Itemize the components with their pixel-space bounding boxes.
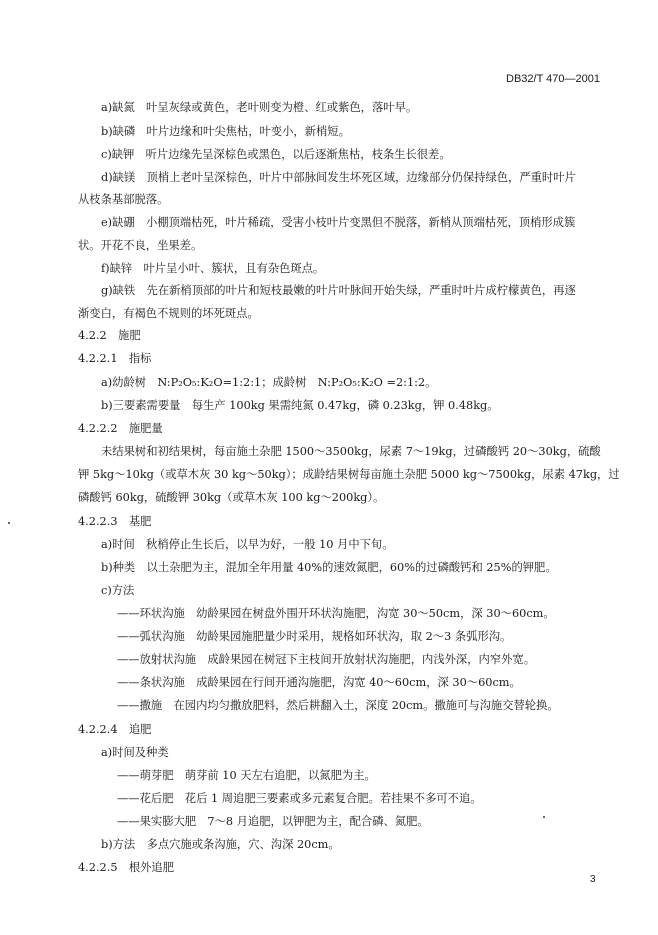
text-line: a)缺氮 叶呈灰绿或黄色，老叶则变为橙、红或紫色，落叶早。: [101, 101, 418, 114]
section-heading: 4.2.2 施肥: [78, 329, 141, 342]
text-line: a)时间 秋梢停止生长后，以早为好，一般 10 月中下旬。: [101, 538, 394, 551]
text-line: b)方法 多点穴施或条沟施，穴、沟深 20cm。: [101, 838, 340, 851]
list-item: ——花后肥 花后 1 周追肥三要素或多元素复合肥。若挂果不多可不追。: [117, 792, 482, 805]
text-line: a)时间及种类: [101, 746, 169, 759]
list-item: ——果实膨大肥 7～8 月追肥，以钾肥为主，配合磷、氮肥。: [117, 815, 429, 828]
section-heading: 4.2.2.1 指标: [78, 352, 152, 365]
text-line: c)方法: [101, 584, 135, 597]
section-heading: 4.2.2.2 施肥量: [78, 422, 163, 435]
text-line: 从枝条基部脱落。: [78, 193, 169, 206]
list-item: ——条状沟施 成龄果园在行间开通沟施肥，沟宽 40～60cm，深 30～60cm。: [117, 676, 521, 689]
text-line: b)缺磷 叶片边缘和叶尖焦枯，叶变小，新梢短。: [101, 125, 350, 138]
scan-speck: [8, 522, 10, 524]
list-item: ——撒施 在园内均匀撒放肥料，然后耕翻入土，深度 20cm。撒施可与沟施交替轮换。: [117, 699, 559, 712]
doc-number: DB32/T 470—2001: [506, 73, 600, 85]
text-line: f)缺锌 叶片呈小叶、簇状，且有杂色斑点。: [101, 262, 325, 275]
text-line: b)三要素需要量 每生产 100kg 果需纯氮 0.47kg，磷 0.23kg，钾 0.48kg。: [101, 399, 499, 412]
text-line: 未结果树和初结果树，每亩施土杂肥 1500～3500kg，尿素 7～19kg，过磷酸钙 20～30kg，硫酸: [101, 445, 601, 458]
page-number: 3: [590, 874, 596, 885]
text-line: a)幼龄树 N:P₂O₅:K₂O=1:2:1；成龄树 N:P₂O₅:K₂O =2:1:2。: [101, 376, 437, 389]
section-heading: 4.2.2.4 追肥: [78, 723, 152, 736]
text-line: d)缺镁 顶梢上老叶呈深棕色，叶片中部脉间发生坏死区域，边缘部分仍保持绿色，严重时叶片: [101, 171, 576, 184]
list-item: ——环状沟施 幼龄果园在树盘外围开环状沟施肥，沟宽 30～50cm，深 30～60cm。: [117, 607, 555, 620]
text-line: e)缺硼 小棚顶端枯死，叶片稀疏，受害小枝叶片变黑但不脱落，新梢从顶端枯死，顶梢形成簇: [101, 216, 576, 229]
scan-speck: [543, 816, 545, 818]
text-line: 渐变白，有褐色不规则的坏死斑点。: [78, 307, 259, 320]
text-line: 磷酸钙 60kg，硫酸钾 30kg（或草木灰 100 kg～200kg）。: [78, 491, 385, 504]
text-line: 状。开花不良，坐果差。: [78, 239, 203, 252]
text-line: b)种类 以土杂肥为主，混加全年用量 40%的速效氮肥，60%的过磷酸钙和 25%的钾肥。: [101, 561, 557, 574]
list-item: ——弧状沟施 幼龄果园施肥量少时采用，规格如环状沟，取 2～3 条弧形沟。: [117, 630, 512, 643]
section-heading: 4.2.2.3 基肥: [78, 515, 152, 528]
list-item: ——放射状沟施 成龄果园在树冠下主枝间开放射状沟施肥，内浅外深，内窄外宽。: [117, 653, 535, 666]
section-heading: 4.2.2.5 根外追肥: [78, 861, 175, 874]
list-item: ——萌芽肥 萌芽前 10 天左右追肥，以氮肥为主。: [117, 769, 376, 782]
text-line: c)缺钾 听片边缘先呈深棕色或黑色，以后逐渐焦枯，枝条生长很差。: [101, 148, 451, 161]
text-line: g)缺铁 先在新梢顶部的叶片和短枝最嫩的叶片叶脉间开始失绿，严重时叶片成柠檬黄色，再逐: [101, 284, 576, 297]
text-line: 钾 5kg～10kg（或草木灰 30 kg～50kg）；成龄结果树每亩施土杂肥 5000 kg～7500kg，尿素 47kg，过: [78, 468, 620, 481]
